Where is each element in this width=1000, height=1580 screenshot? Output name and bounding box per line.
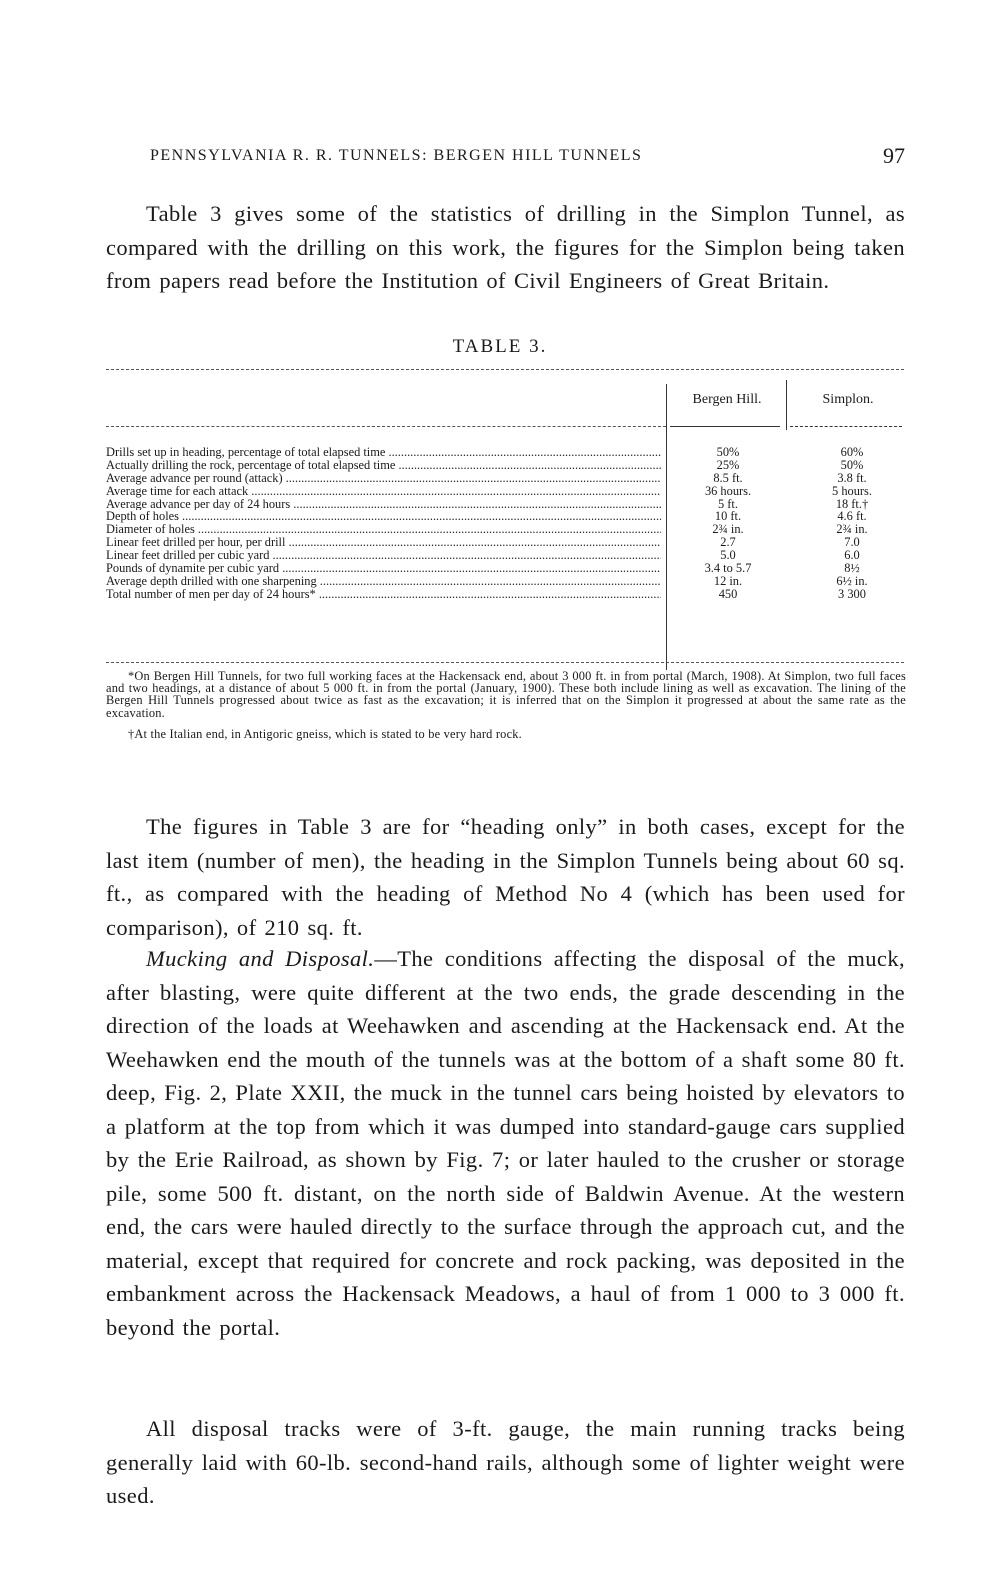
bergen-value: 450: [718, 586, 738, 601]
table-row: [106, 472, 906, 485]
paragraph-mucking-disposal-text: —The conditions affecting the disposal of the muck, after blasting, were quite different at the two ends, the grade descending in the direction of the loads at Weehawken and ascending at the Hackensack end. At the Weehawken end the mouth of the tunnels was at the bottom of a shaft some 80 ft. deep, Fig. 2, Plate XXII, the muck in the tunnel cars being hoisted by elevators to a platform at the top from which it was dumped into standard-gauge cars supplied by the Erie Railroad, as shown by Fig. 7; or later hauled to the crusher or storage pile, some 500 ft. distant, on the north side of Baldwin Avenue. At the western end, the cars were hauled directly to the surface through the approach cut, and the material, except that required for concrete and rock packing, was deposited in the embankment across the Hackensack Meadows, a haul of from 1 000 to 3 000 ft. beyond the portal.: [106, 946, 905, 1340]
column-divider-2: [786, 380, 787, 430]
row-label: Average advance per round (attack) .....: [106, 472, 661, 485]
bergen-value: 50%: [716, 445, 740, 459]
intro-paragraph: Table 3 gives some of the statistics of drilling in the Simplon Tunnel, as compared with the drilling on this work, the figures for the Simplon being taken from papers read before the Institution of Civil Engineers of Great Britain.: [106, 201, 905, 293]
simplon-value: 18 ft.†: [835, 496, 869, 511]
row-label: Actually drilling the rock, percentage of total elapsed time .....: [106, 459, 661, 472]
header-rule-bergen: [670, 426, 780, 427]
row-label: Linear feet drilled per cubic yard .....: [106, 549, 661, 562]
row-label: Diameter of holes .....: [106, 523, 661, 536]
bergen-value: 25%: [716, 457, 740, 472]
simplon-value: 6.0: [844, 548, 860, 563]
table-row: [106, 510, 906, 523]
row-label: Linear feet drilled per hour, per drill .....: [106, 536, 661, 549]
header-rule-left: [106, 426, 666, 427]
simplon-value: 7.0: [844, 535, 860, 550]
running-head: [150, 143, 905, 173]
table-caption: TABLE 3.: [452, 336, 548, 357]
table-bottom-rule: [106, 662, 904, 663]
column-header-simplon: Simplon.: [822, 392, 874, 407]
simplon-value: 50%: [840, 457, 864, 472]
row-label: Depth of holes .....: [106, 510, 661, 523]
paragraph-mucking-disposal: [106, 942, 905, 1344]
paragraph-disposal-tracks: All disposal tracks were of 3-ft. gauge, the main running tracks being generally laid with 60-lb. second-hand rails, although some of lighter weight were used.: [106, 1416, 905, 1508]
table-row: [106, 459, 906, 472]
footnote-dagger: †At the Italian end, in Antigoric gneiss, which is stated to be very hard rock.: [128, 726, 522, 741]
simplon-value: 2¾ in.: [836, 522, 868, 537]
column-header-bergen-hill: Bergen Hill.: [692, 392, 762, 407]
simplon-value: 60%: [840, 445, 864, 459]
simplon-value: 8½: [844, 561, 860, 576]
bergen-value: 5 ft.: [718, 496, 738, 511]
bergen-value: 3.4 to 5.7: [704, 561, 752, 576]
paragraph-heading-only: The figures in Table 3 are for “heading only” in both cases, except for the last item (number of men), the heading in the Simplon Tunnels being about 60 sq. ft., as compared with the heading of Method No 4 (which has been used for comparison), of 210 sq. ft.: [106, 814, 905, 940]
bergen-value: 36 hours.: [704, 483, 752, 498]
bergen-value: 12 in.: [713, 573, 743, 588]
bergen-value: 2.7: [720, 535, 736, 550]
simplon-value: 3.8 ft.: [837, 470, 867, 485]
simplon-value: 3 300: [838, 586, 866, 601]
simplon-value: 6½ in.: [836, 573, 868, 588]
header-rule-simplon: [790, 426, 902, 427]
row-label: Average depth drilled with one sharpening .....: [106, 575, 661, 588]
bergen-value: 2¾ in.: [712, 522, 744, 537]
table-row: [106, 536, 906, 549]
bergen-value: 8.5 ft.: [713, 470, 743, 485]
table-row: [106, 523, 906, 536]
bergen-value: 5.0: [720, 548, 736, 563]
table-row: [106, 498, 906, 511]
table-footnotes: [106, 670, 906, 740]
simplon-value: 5 hours.: [832, 483, 872, 498]
footnote-asterisk: *On Bergen Hill Tunnels, for two full working faces at the Hackensack end, about 3 000 ft. in from portal (March, 1908). At Simplon, two full faces and two headings, at a distance of about 5 000 ft. in from the portal (January, 1900). These both include lining as well as excavation. The lining of the Bergen Hill Tunnels progressed about twice as fast as the excavation; it is inferred that on the Simplon it progressed at about the same rate as the excavation.: [106, 669, 906, 720]
row-label: Average time for each attack .....: [106, 485, 661, 498]
table-top-rule: [106, 369, 904, 370]
table-row: [106, 549, 906, 562]
row-label: Drills set up in heading, percentage of total elapsed time .....: [106, 446, 661, 459]
table-row: [106, 562, 906, 575]
row-label: Total number of men per day of 24 hours* .....: [106, 588, 661, 601]
section-lead-mucking-disposal: Mucking and Disposal.: [146, 946, 375, 971]
simplon-value: 4.6 ft.: [837, 509, 867, 524]
table-body: [106, 446, 906, 601]
table-row: [106, 588, 906, 601]
running-title: PENNSYLVANIA R. R. TUNNELS: BERGEN HILL TUNNELS: [150, 147, 643, 164]
table-row: [106, 575, 906, 588]
page-number: 97: [883, 143, 905, 168]
table-row: [106, 446, 906, 459]
row-label: Average advance per day of 24 hours .....: [106, 498, 661, 511]
bergen-value: 10 ft.: [714, 509, 742, 524]
table-row: [106, 485, 906, 498]
row-label: Pounds of dynamite per cubic yard .....: [106, 562, 661, 575]
